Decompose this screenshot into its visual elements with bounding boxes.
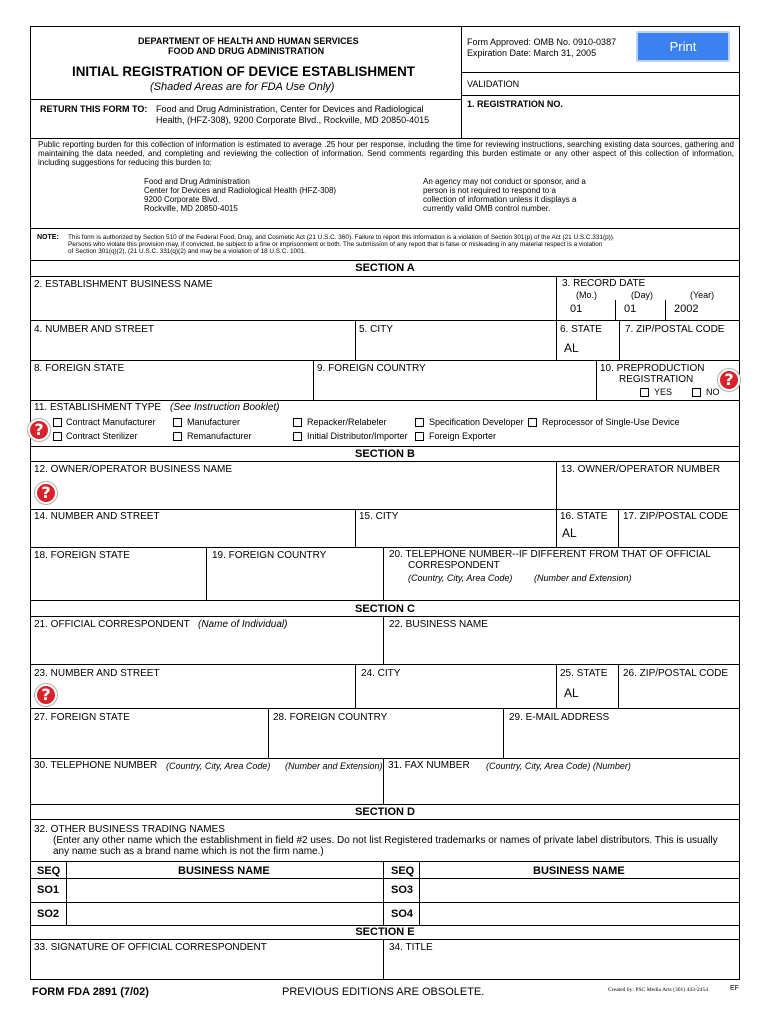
seq-header-right: SEQ — [391, 865, 415, 877]
field-31-label: 31. FAX NUMBER — [388, 760, 470, 771]
preproduction-no-label: NO — [706, 387, 720, 397]
field-7-label: 7. ZIP/POSTAL CODE — [625, 324, 725, 335]
burden-address-2: Center for Devices and Radiological Health (HFZ-308) — [144, 186, 337, 195]
preproduction-yes-checkbox[interactable] — [640, 388, 649, 397]
field-30-note-2: (Number and Extension) — [285, 761, 383, 771]
record-date-year[interactable]: 2002 — [674, 303, 699, 315]
field-28-label: 28. FOREIGN COUNTRY — [273, 712, 388, 723]
type-contract-manufacturer-checkbox[interactable] — [53, 418, 62, 427]
field-15-label: 15. CITY — [359, 511, 399, 522]
field-26-label: 26. ZIP/POSTAL CODE — [623, 668, 729, 679]
note-line-3: of Section 301(q)(2), (21 U.S.C. 331(q)(2) and may be a violation of 18 U.S.C. 1001. — [68, 248, 306, 255]
type-specification-developer-checkbox[interactable] — [415, 418, 424, 427]
field-23-label: 23. NUMBER AND STREET — [34, 668, 160, 679]
section-c-state-value[interactable]: AL — [564, 686, 579, 700]
section-c-title: SECTION C — [355, 603, 415, 615]
field-21-label: 21. OFFICIAL CORRESPONDENT — [34, 619, 190, 630]
field-30-note: (Country, City, Area Code) — [166, 761, 271, 771]
shaded-note: (Shaded Areas are for FDA Use Only) — [150, 81, 335, 93]
type-contract-manufacturer-label: Contract Manufacturer — [66, 417, 156, 427]
field-19-label: 19. FOREIGN COUNTRY — [212, 550, 327, 561]
record-date-year-label: (Year) — [690, 290, 715, 300]
field-10-label: 10. PREPRODUCTION — [600, 363, 705, 374]
obsolete-notice: PREVIOUS EDITIONS ARE OBSOLETE. — [282, 986, 485, 998]
form-title: INITIAL REGISTRATION OF DEVICE ESTABLISHMENT — [72, 64, 415, 79]
field-20-label: 20. TELEPHONE NUMBER--IF DIFFERENT FROM THAT OF OFFICIAL — [389, 549, 711, 560]
field-14-label: 14. NUMBER AND STREET — [34, 511, 160, 522]
help-icon[interactable]: ? — [35, 482, 57, 504]
field-24-label: 24. CITY — [361, 668, 401, 679]
field-20-label-2: CORRESPONDENT — [408, 560, 500, 571]
field-25-label: 25. STATE — [560, 668, 608, 679]
field-10-label-2: REGISTRATION — [619, 374, 694, 385]
note-line-2: Persons who violate this provision may, if convicted, be subject to a fine or imprisonment or both. The submission of any report that is false or misleading in any material respect is a violation — [68, 241, 603, 248]
field-32-label: 32. OTHER BUSINESS TRADING NAMES — [34, 824, 225, 835]
agency-note-3: collection of information unless it displays a — [423, 195, 577, 204]
omb-number: Form Approved: OMB No. 0910-0387 — [467, 37, 617, 47]
burden-address-1: Food and Drug Administration — [144, 177, 250, 186]
type-repacker-label: Repacker/Relabeler — [307, 417, 387, 427]
type-reprocessor-label: Reprocessor of Single-Use Device — [542, 417, 680, 427]
burden-statement: Public reporting burden for this collection of information is estimated to average .25 hour per response, including the time for reviewing instructions, searching existing data sources, gathering and maintaining the data needed, and completing and reviewing the collection of information. Send comments regarding this burden estimate or any other aspect of this collection of information, including suggestions for reducing this burden to: — [38, 140, 734, 167]
field-20-note-2: (Number and Extension) — [534, 573, 632, 583]
print-button[interactable]: Print — [636, 31, 730, 62]
type-contract-sterilizer-label: Contract Sterilizer — [66, 431, 138, 441]
type-reprocessor-checkbox[interactable] — [528, 418, 537, 427]
type-remanufacturer-checkbox[interactable] — [173, 432, 182, 441]
burden-address-3: 9200 Corporate Blvd. — [144, 195, 220, 204]
field-31-note: (Country, City, Area Code) (Number) — [486, 761, 631, 771]
field-4-label: 4. NUMBER AND STREET — [34, 324, 155, 335]
type-initial-distributor-label: Initial Distributor/Importer — [307, 431, 408, 441]
validation-label: VALIDATION — [467, 79, 520, 89]
type-specification-developer-label: Specification Developer — [429, 417, 524, 427]
record-date-day[interactable]: 01 — [624, 303, 637, 315]
department-name: DEPARTMENT OF HEALTH AND HUMAN SERVICES — [138, 36, 359, 46]
section-d-title: SECTION D — [355, 806, 415, 818]
field-33-label: 33. SIGNATURE OF OFFICIAL CORRESPONDENT — [34, 942, 267, 953]
field-8-label: 8. FOREIGN STATE — [34, 363, 125, 374]
agency-name: FOOD AND DRUG ADMINISTRATION — [168, 46, 325, 56]
seq-so1: SO1 — [37, 884, 60, 896]
field-3-label: 3. RECORD DATE — [562, 278, 646, 289]
field-20-note-1: (Country, City, Area Code) — [408, 573, 513, 583]
note-line-1: This form is authorized by Section 510 of the Federal Food, Drug, and Cosmetic Act (21 U.S.C. 360). Failure to report this information is a violation of Section 301(p) of the Act (21 U.S.C.331(p)). — [68, 234, 615, 241]
field-17-label: 17. ZIP/POSTAL CODE — [623, 511, 729, 522]
registration-no-label: 1. REGISTRATION NO. — [467, 99, 563, 109]
created-by: Created by: PSC Media Arts (301) 443-2454 — [608, 987, 709, 993]
type-contract-sterilizer-checkbox[interactable] — [53, 432, 62, 441]
field-29-label: 29. E-MAIL ADDRESS — [509, 712, 610, 723]
field-2-label: 2. ESTABLISHMENT BUSINESS NAME — [34, 279, 213, 290]
section-a-title: SECTION A — [355, 262, 415, 274]
seq-header-left: SEQ — [37, 865, 61, 877]
field-9-label: 9. FOREIGN COUNTRY — [317, 363, 426, 374]
field-6-label: 6. STATE — [560, 324, 602, 335]
type-initial-distributor-checkbox[interactable] — [293, 432, 302, 441]
field-27-label: 27. FOREIGN STATE — [34, 712, 130, 723]
burden-address-4: Rockville, MD 20850-4015 — [144, 204, 238, 213]
field-30-label: 30. TELEPHONE NUMBER — [34, 760, 158, 771]
section-b-state-value[interactable]: AL — [562, 526, 577, 540]
type-manufacturer-label: Manufacturer — [187, 417, 241, 427]
agency-note-4: currently valid OMB control number. — [423, 204, 551, 213]
seq-so2: SO2 — [37, 908, 60, 920]
type-foreign-exporter-label: Foreign Exporter — [429, 431, 497, 441]
field-13-label: 13. OWNER/OPERATOR NUMBER — [561, 464, 721, 475]
field-12-label: 12. OWNER/OPERATOR BUSINESS NAME — [34, 464, 233, 475]
business-name-header-left: BUSINESS NAME — [178, 865, 270, 877]
record-date-day-label: (Day) — [631, 290, 653, 300]
preproduction-yes-label: YES — [654, 387, 673, 397]
section-e-title: SECTION E — [355, 926, 415, 938]
type-remanufacturer-label: Remanufacturer — [187, 431, 252, 441]
preproduction-no-checkbox[interactable] — [692, 388, 701, 397]
help-icon[interactable]: ? — [35, 684, 57, 706]
section-a-state-value[interactable]: AL — [564, 341, 579, 355]
seq-so4: SO4 — [391, 908, 414, 920]
type-manufacturer-checkbox[interactable] — [173, 418, 182, 427]
field-11-note: (See Instruction Booklet) — [170, 402, 280, 413]
agency-note-2: person is not required to respond to a — [423, 186, 556, 195]
return-address-line1: Food and Drug Administration, Center for Devices and Radiological — [156, 104, 424, 114]
ef-mark: EF — [730, 985, 739, 992]
field-22-label: 22. BUSINESS NAME — [389, 619, 488, 630]
help-icon[interactable]: ? — [28, 419, 50, 441]
return-label: RETURN THIS FORM TO: — [40, 104, 148, 114]
field-5-label: 5. CITY — [359, 324, 393, 335]
form-id: FORM FDA 2891 (7/02) — [32, 986, 149, 998]
type-repacker-checkbox[interactable] — [293, 418, 302, 427]
record-date-month-label: (Mo.) — [576, 290, 597, 300]
section-b-title: SECTION B — [355, 448, 415, 460]
agency-note-1: An agency may not conduct or sponsor, and a — [423, 177, 586, 186]
field-21-note: (Name of Individual) — [198, 619, 288, 630]
business-name-header-right: BUSINESS NAME — [533, 865, 625, 877]
type-foreign-exporter-checkbox[interactable] — [415, 432, 424, 441]
help-icon[interactable]: ? — [718, 369, 740, 391]
note-label: NOTE: — [37, 234, 59, 241]
field-32-note: (Enter any other name which the establishment in field #2 uses. Do not list Registered trademarks or names of private label distributors. This is usually any name such as a brand name which is not the firm name.) — [53, 835, 718, 857]
expiration-date: Expiration Date: March 31, 2005 — [467, 48, 597, 58]
seq-so3: SO3 — [391, 884, 414, 896]
field-11-label: 11. ESTABLISHMENT TYPE — [34, 402, 162, 413]
field-16-label: 16. STATE — [560, 511, 608, 522]
field-34-label: 34. TITLE — [389, 942, 433, 953]
return-address-line2: Health, (HFZ-308), 9200 Corporate Blvd., Rockville, MD 20850-4015 — [156, 115, 430, 125]
field-18-label: 18. FOREIGN STATE — [34, 550, 130, 561]
record-date-month[interactable]: 01 — [570, 303, 583, 315]
